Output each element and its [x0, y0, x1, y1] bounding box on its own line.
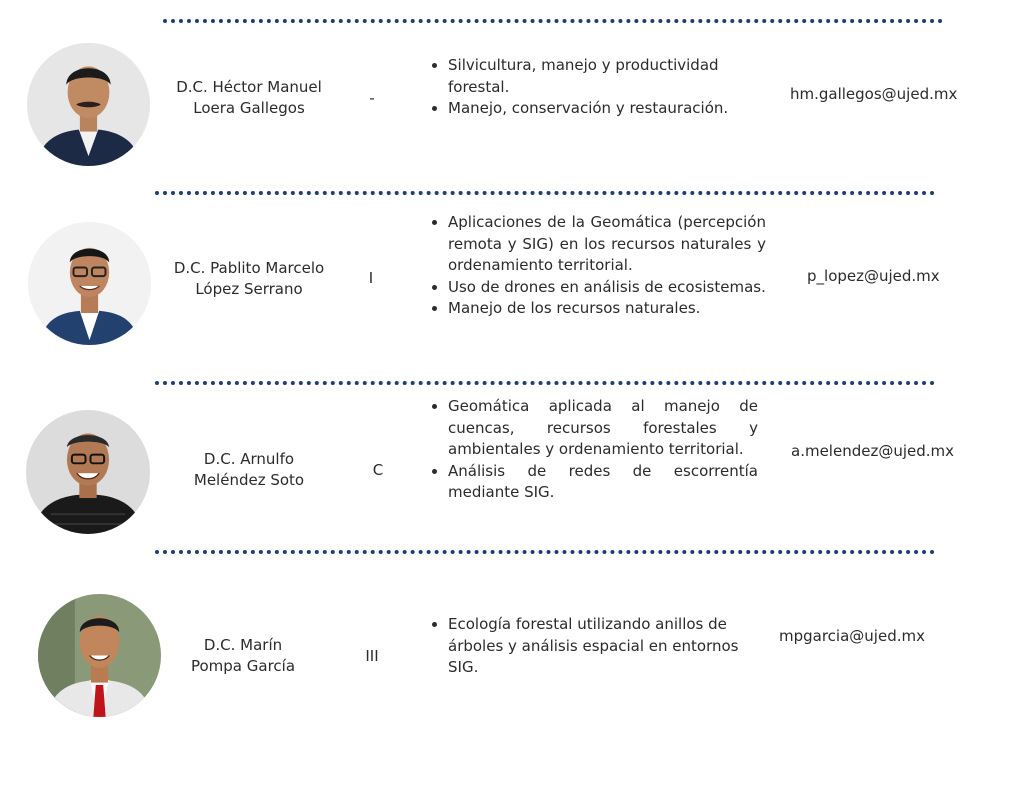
researcher-name: D.C. Pablito Marcelo López Serrano — [173, 259, 325, 298]
portrait-icon — [27, 43, 150, 166]
researcher-name: D.C. Héctor Manuel Loera Gallegos — [176, 78, 322, 117]
research-line: • Análisis de redes de escorrentía mediante SIG. — [448, 461, 758, 504]
sni-level: I — [368, 269, 374, 287]
email-link[interactable]: hm.gallegos@ujed.mx — [790, 85, 958, 103]
divider-2 — [155, 381, 935, 385]
research-line: • Geomática aplicada al manejo de cuencas, recursos forestales y ambientales y ordenamiento territorial. — [448, 396, 758, 461]
research-line: • Manejo, conservación y restauración. — [448, 98, 766, 120]
email-link[interactable]: p_lopez@ujed.mx — [807, 267, 940, 285]
research-lines — [428, 55, 766, 120]
sni-level: - — [369, 89, 375, 107]
divider-3 — [155, 550, 935, 554]
email-link[interactable]: a.melendez@ujed.mx — [791, 442, 955, 460]
research-lines — [428, 212, 766, 320]
photo-avatar — [38, 594, 161, 717]
researcher-name: D.C. Marín Pompa García — [190, 636, 296, 675]
photo-avatar — [27, 43, 150, 166]
research-line: • Ecología forestal utilizando anillos de árboles y análisis espacial en entornos SIG. — [448, 614, 768, 679]
divider-1 — [155, 191, 935, 195]
research-lines — [428, 614, 768, 679]
research-line: • Silvicultura, manejo y productividad forestal. — [448, 55, 766, 98]
photo-avatar — [28, 222, 151, 345]
research-line: • Uso de drones en análisis de ecosistemas. — [448, 277, 766, 299]
research-line: • Aplicaciones de la Geomática (percepción remota y SIG) en los recursos naturales y ordenamiento territorial. — [448, 212, 766, 277]
divider-top — [163, 19, 943, 23]
portrait-icon — [38, 594, 161, 717]
sni-level: III — [365, 647, 379, 665]
portrait-icon — [28, 222, 151, 345]
portrait-icon — [26, 410, 150, 534]
research-lines — [428, 396, 758, 504]
sni-level: C — [372, 461, 384, 479]
email-link[interactable]: mpgarcia@ujed.mx — [779, 627, 925, 645]
researcher-name: D.C. Arnulfo Meléndez Soto — [193, 450, 305, 489]
research-line: • Manejo de los recursos naturales. — [448, 298, 766, 320]
photo-avatar — [26, 410, 150, 534]
